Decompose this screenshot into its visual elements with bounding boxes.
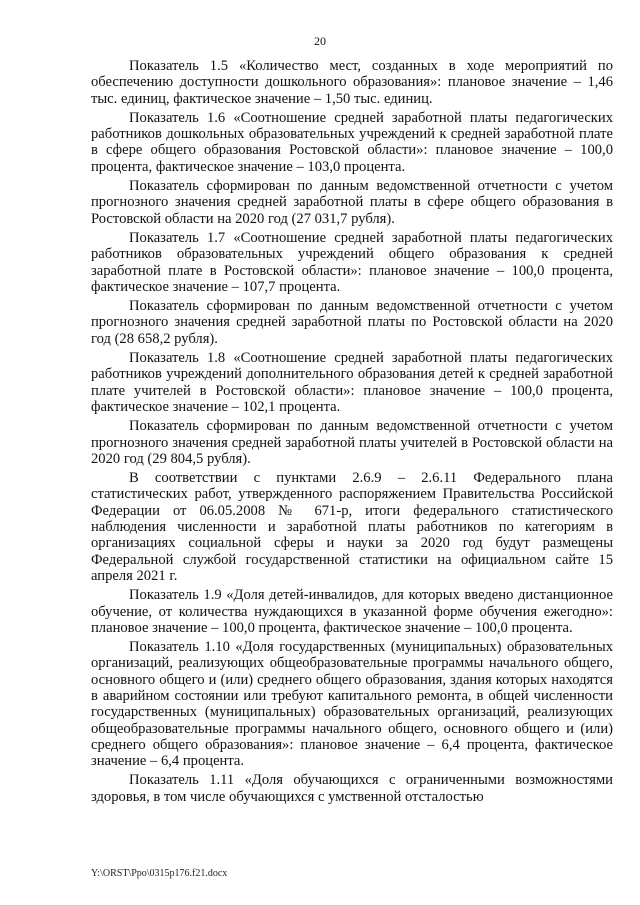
paragraph: Показатель 1.9 «Доля детей-инвалидов, для которых введено дистанционное обучение, от количества нуждающихся в указанной форме обучения ежегодно»: плановое значение – 100,0 процента, фактическое значение – 100,0 процента. — [91, 587, 613, 636]
paragraph: Показатель 1.8 «Соотношение средней заработной платы педагогических работников учреждений дополнительного образования детей к средней заработной плате учителей в Ростовской области»: плановое значение – 100,0 процента, фактическое значение – 102,1 процента. — [91, 350, 613, 415]
paragraph: Показатель 1.11 «Доля обучающихся с ограниченными возможностями здоровья, в том числе обучающихся с умственной отсталостью — [91, 772, 613, 805]
file-path-footer: Y:\ORST\Ppo\0315p176.f21.docx — [91, 868, 228, 879]
paragraph: Показатель 1.5 «Количество мест, созданных в ходе мероприятий по обеспечению доступности дошкольного образования»: плановое значение – 1,46 тыс. единиц, фактическое значение – 1,50 тыс. единиц. — [91, 58, 613, 107]
paragraph: Показатель 1.6 «Соотношение средней заработной платы педагогических работников дошкольных образовательных учреждений к средней заработной плате в сфере общего образования Ростовской области»: плановое значение – 100,0 процента, фактическое значение – 103,0 процента. — [91, 109, 613, 175]
paragraph: Показатель 1.10 «Доля государственных (муниципальных) образовательных организаций, реализующих общеобразовательные программы начального общего, основного общего и (или) среднего общего образования, здания которых находятся в аварийном состоянии или требуют капитального ремонта, в общей численности государственных (муниципальных) образовательных организаций, реализующих общеобразовательные программы начального общего, основного общего и (или) среднего общего образования»: плановое значение – 6,4 процента, фактическое значение – 6,4 процента. — [91, 639, 613, 770]
paragraph: Показатель сформирован по данным ведомственной отчетности с учетом прогнозного значения средней заработной платы по Ростовской области на 2020 год (28 658,2 рубля). — [91, 298, 613, 347]
paragraph: Показатель 1.7 «Соотношение средней заработной платы педагогических работников образовательных учреждений общего образования к средней заработной плате в Ростовской области»: плановое значение – 100,0 процента, фактическое значение – 107,7 процента. — [91, 229, 613, 295]
paragraph: В соответствии с пунктами 2.6.9 – 2.6.11 Федерального плана статистических работ, утвержденного распоряжением Правительства Российской Федерации от 06.05.2008 № 671-р, итоги федерального статистического наблюдения численности и заработной платы работников по категориям в организациях социальной сферы и науки за 2020 год будут размещены Федеральной службой государственной статистики на официальном сайте 15 апреля 2021 г. — [91, 470, 613, 584]
paragraph: Показатель сформирован по данным ведомственной отчетности с учетом прогнозного значения средней заработной платы в сфере общего образования в Ростовской области на 2020 год (27 031,7 рубля). — [91, 178, 613, 227]
document-body — [91, 58, 613, 805]
page-number: 20 — [314, 34, 326, 48]
paragraph: Показатель сформирован по данным ведомственной отчетности с учетом прогнозного значения средней заработной платы учителей в Ростовской области на 2020 год (29 804,5 рубля). — [91, 418, 613, 467]
